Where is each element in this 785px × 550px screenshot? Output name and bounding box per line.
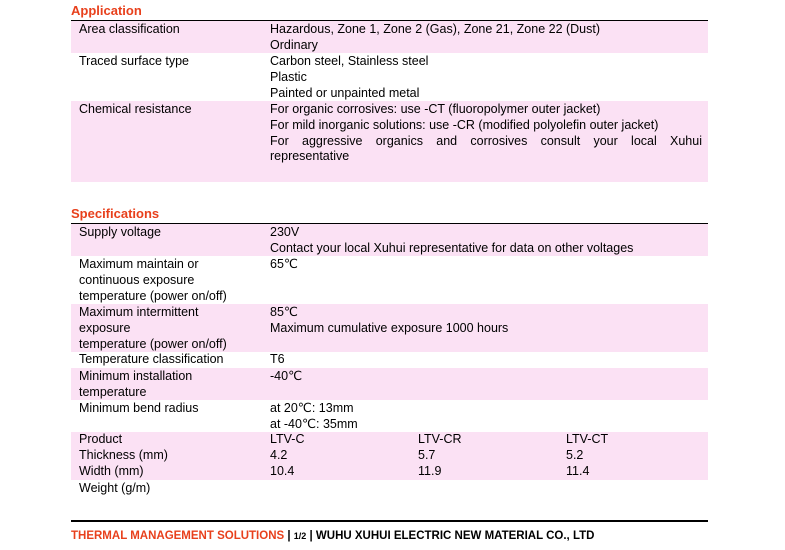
chemical-resistance-row [71, 101, 708, 182]
temp-class-label: Temperature classification [79, 352, 224, 366]
min-bend-label: Minimum bend radius [79, 401, 199, 415]
traced-surface-label: Traced surface type [79, 54, 190, 68]
supply-voltage-row [71, 224, 708, 256]
specifications-title: Specifications [71, 206, 160, 221]
footer-division: THERMAL MANAGEMENT SOLUTIONS [71, 530, 285, 542]
footer [71, 530, 594, 542]
area-classification-label: Area classification [79, 22, 180, 36]
thickness-row [71, 448, 708, 464]
temp-class-row [71, 352, 708, 368]
area-classification-value: Hazardous, Zone 1, Zone 2 (Gas), Zone 21, Zone 22 (Dust) Ordinary [270, 22, 601, 52]
footer-separator-2: | [306, 530, 316, 542]
product-ltv-ct: LTV-CT [566, 432, 609, 446]
width-row [71, 464, 708, 480]
min-bend-value: at 20℃: 13mm at -40℃: 35mm [270, 401, 358, 431]
weight-row [71, 481, 708, 497]
product-ltv-c: LTV-C [270, 432, 305, 446]
product-label: Product [79, 432, 123, 446]
max-intermittent-row [71, 304, 708, 352]
supply-voltage-label: Supply voltage [79, 225, 162, 239]
max-maintain-row [71, 256, 708, 304]
min-install-row [71, 368, 708, 400]
thickness-label: Thickness (mm) [79, 448, 168, 462]
min-install-label: Minimum installation temperature [79, 369, 193, 399]
footer-rule [71, 520, 708, 522]
traced-surface-row [71, 53, 708, 101]
temp-class-value: T6 [270, 352, 285, 366]
width-ltv-c: 10.4 [270, 464, 295, 478]
width-label: Width (mm) [79, 464, 144, 478]
chemical-resistance-value: For organic corrosives: use -CT (fluoropolymer outer jacket) For mild inorganic solutions: use -CR (modified polyolefin outer jacket) For aggressive organics and corrosives consult your local Xuhui representative [270, 102, 702, 164]
thickness-ltv-ct: 5.2 [566, 448, 584, 462]
area-classification-row [71, 21, 708, 53]
width-ltv-ct: 11.4 [566, 464, 590, 478]
traced-surface-value: Carbon steel, Stainless steel Plastic Painted or unpainted metal [270, 54, 429, 100]
product-row [71, 432, 708, 448]
footer-company: WUHU XUHUI ELECTRIC NEW MATERIAL CO., LTD [315, 530, 595, 542]
application-title: Application [71, 3, 142, 18]
width-ltv-cr: 11.9 [418, 464, 442, 478]
max-intermittent-value: 85℃ Maximum cumulative exposure 1000 hours [270, 305, 509, 335]
page-number: 1/2 [293, 531, 307, 541]
thickness-ltv-cr: 5.7 [418, 448, 436, 462]
product-ltv-cr: LTV-CR [418, 432, 462, 446]
max-maintain-label: Maximum maintain or continuous exposure temperature (power on/off) [79, 257, 227, 303]
max-intermittent-label: Maximum intermittent exposure temperature (power on/off) [79, 305, 227, 351]
min-install-value: -40℃ [270, 369, 303, 383]
max-maintain-value: 65℃ [270, 257, 298, 271]
thickness-ltv-c: 4.2 [270, 448, 288, 462]
supply-voltage-value: 230V Contact your local Xuhui representative for data on other voltages [270, 225, 634, 255]
min-bend-row [71, 400, 708, 432]
footer-separator: | [284, 530, 294, 542]
weight-label: Weight (g/m) [79, 481, 151, 495]
chemical-resistance-label: Chemical resistance [79, 102, 192, 116]
